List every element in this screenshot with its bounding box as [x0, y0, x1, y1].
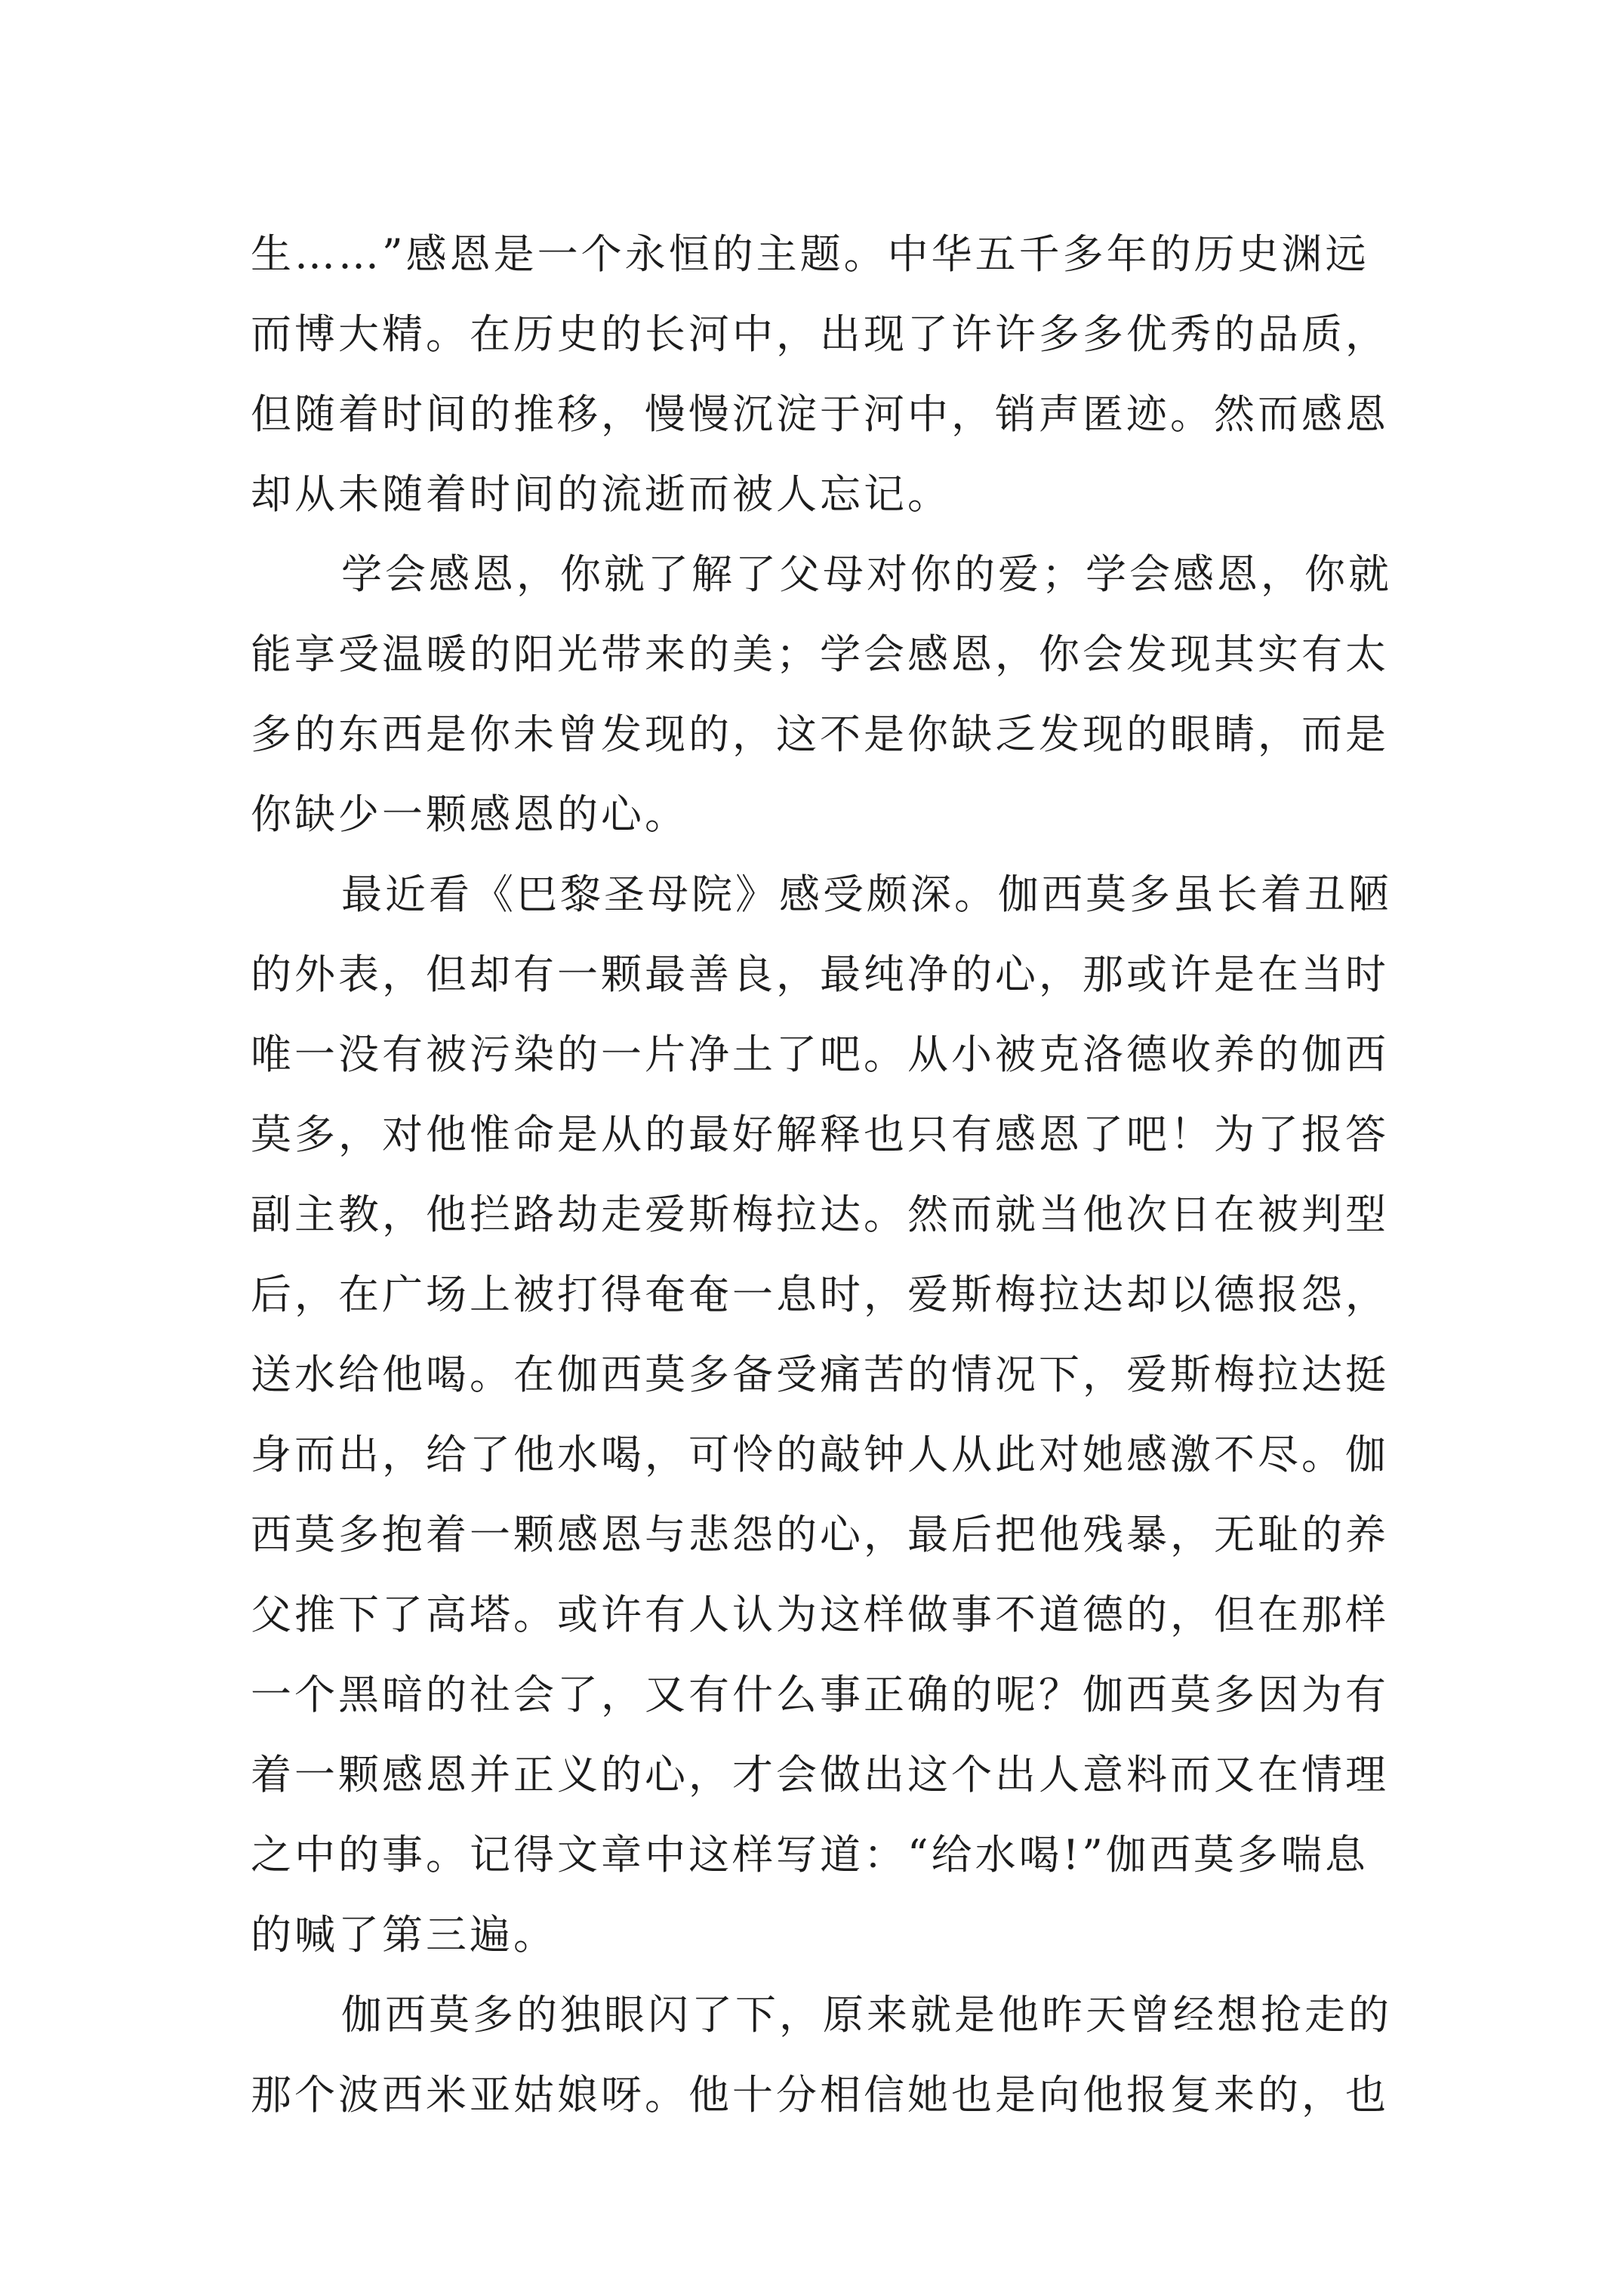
text-line: 伽西莫多的独眼闪了下，原来就是他昨天曾经想抢走的 [341, 1991, 1392, 2039]
text-line: 学会感恩，你就了解了父母对你的爱；学会感恩，你就 [341, 550, 1392, 598]
text-line: 却从未随着时间的流逝而被人忘记。 [251, 470, 951, 518]
text-line: 但随着时间的推移，慢慢沉淀于河中，销声匿迹。然而感恩 [251, 390, 1389, 438]
text-line: 能享受温暖的阳光带来的美；学会感恩，你会发现其实有太 [251, 630, 1389, 678]
text-line: 多的东西是你未曾发现的，这不是你缺乏发现的眼睛，而是 [251, 710, 1389, 758]
paragraph-4 [251, 1975, 1392, 2135]
paragraph-2 [251, 535, 1392, 855]
text-line: 一个黑暗的社会了，又有什么事正确的呢？伽西莫多因为有 [251, 1671, 1389, 1718]
paragraph-3 [251, 855, 1392, 1975]
text-line: 西莫多抱着一颗感恩与悲怨的心，最后把他残暴，无耻的养 [251, 1511, 1389, 1558]
text-line: 着一颗感恩并正义的心，才会做出这个出人意料而又在情理 [251, 1751, 1389, 1798]
text-line: 的喊了第三遍。 [251, 1911, 557, 1959]
text-line: 莫多，对他惟命是从的最好解释也只有感恩了吧！为了报答 [251, 1111, 1389, 1158]
text-line: 送水给他喝。在伽西莫多备受痛苦的情况下，爱斯梅拉达挺 [251, 1351, 1389, 1398]
body-text [251, 214, 1392, 2135]
text-line: 生……”感恩是一个永恒的主题。中华五千多年的历史渊远 [251, 230, 1369, 278]
text-line: 那个波西米亚姑娘呀。他十分相信她也是向他报复来的，也 [251, 2071, 1389, 2119]
text-line: 父推下了高塔。或许有人认为这样做事不道德的，但在那样 [251, 1591, 1389, 1638]
text-line: 身而出，给了他水喝，可怜的敲钟人从此对她感激不尽。伽 [251, 1431, 1389, 1478]
text-line: 副主教，他拦路劫走爱斯梅拉达。然而就当他次日在被判型 [251, 1191, 1389, 1238]
text-line: 唯一没有被污染的一片净土了吧。从小被克洛德收养的伽西 [251, 1031, 1389, 1078]
text-line: 的外表，但却有一颗最善良，最纯净的心，那或许是在当时 [251, 951, 1389, 998]
text-line: 之中的事。记得文章中这样写道：“给水喝!”伽西莫多喘息 [251, 1831, 1369, 1878]
text-line: 最近看《巴黎圣母院》感受颇深。伽西莫多虽长着丑陋 [341, 871, 1392, 918]
paragraph-1 [251, 214, 1389, 535]
text-line: 你缺少一颗感恩的心。 [251, 791, 688, 838]
text-line: 后，在广场上被打得奄奄一息时，爱斯梅拉达却以德报怨， [251, 1271, 1389, 1318]
text-line: 而博大精。在历史的长河中，出现了许许多多优秀的品质， [251, 310, 1389, 358]
